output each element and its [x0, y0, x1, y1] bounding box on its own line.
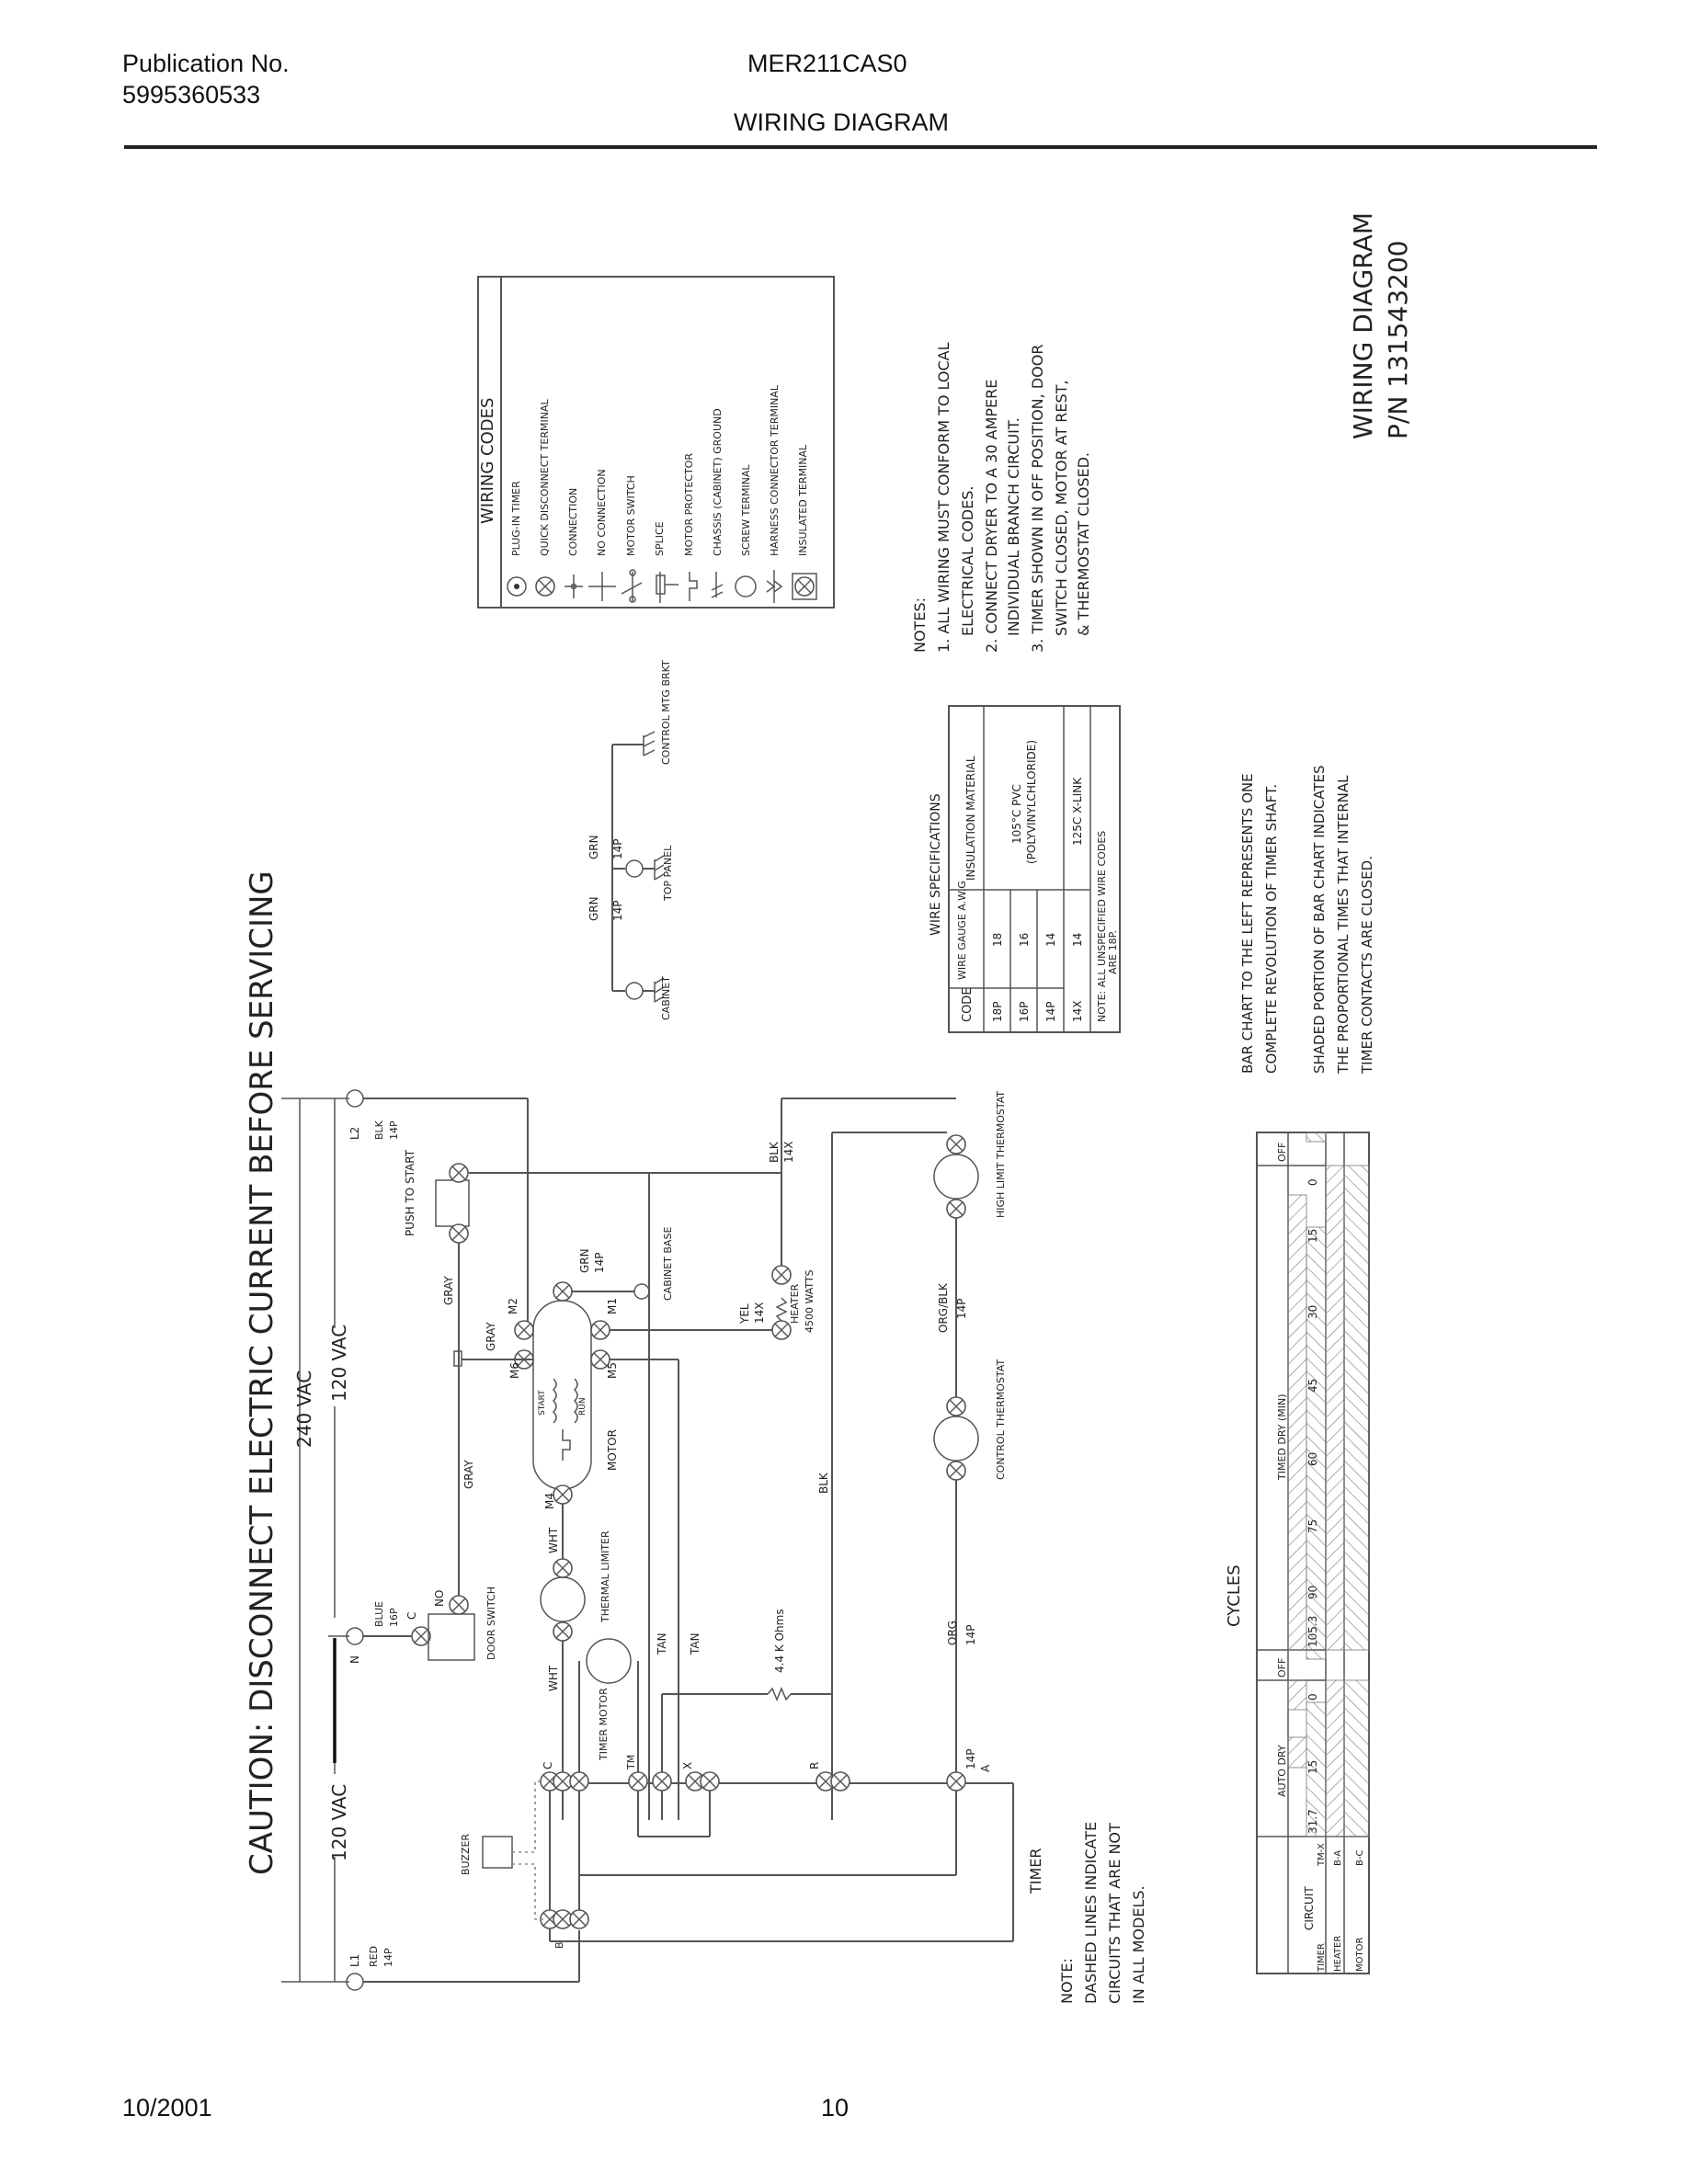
svg-text:R: R — [808, 1761, 821, 1769]
svg-text:DASHED LINES INDICATE: DASHED LINES INDICATE — [1082, 1821, 1100, 2004]
dashed-lines-note — [1058, 1822, 1147, 2004]
svg-text:L2: L2 — [348, 1126, 361, 1140]
svg-text:OFF: OFF — [1276, 1657, 1288, 1678]
quick-disconnect-terminal-icon — [536, 577, 554, 596]
svg-text:THERMAL LIMITER: THERMAL LIMITER — [599, 1530, 611, 1622]
svg-text:NO CONNECTION: NO CONNECTION — [596, 469, 608, 556]
svg-text:M6: M6 — [508, 1362, 521, 1379]
svg-text:CIRCUIT: CIRCUIT — [1303, 1886, 1316, 1930]
svg-text:PUSH TO START: PUSH TO START — [404, 1149, 416, 1236]
svg-text:CONNECTION: CONNECTION — [567, 487, 579, 556]
svg-text:HEATER: HEATER — [789, 1283, 801, 1324]
svg-text:COMPLETE REVOLUTION OF TIMER S: COMPLETE REVOLUTION OF TIMER SHAFT. — [1263, 783, 1280, 1074]
svg-text:X: X — [681, 1761, 694, 1769]
svg-text:SWITCH CLOSED, MOTOR AT REST,: SWITCH CLOSED, MOTOR AT REST, — [1053, 380, 1070, 636]
svg-text:14P: 14P — [955, 1298, 968, 1319]
wire-specifications-table — [929, 706, 1120, 1032]
bar-chart-notes — [1239, 765, 1375, 1075]
svg-text:START: START — [538, 1390, 547, 1416]
svg-text:INSULATED TERMINAL: INSULATED TERMINAL — [797, 444, 809, 556]
svg-text:OFF: OFF — [1276, 1142, 1288, 1162]
svg-text:TIMER MOTOR: TIMER MOTOR — [598, 1688, 610, 1760]
svg-text:14: 14 — [1071, 932, 1084, 947]
svg-text:TAN: TAN — [689, 1632, 701, 1655]
svg-text:GRN: GRN — [578, 1248, 591, 1273]
svg-text:TIMER: TIMER — [1317, 1943, 1327, 1972]
svg-text:14P: 14P — [593, 1252, 606, 1273]
svg-text:TIMER CONTACTS ARE CLOSED.: TIMER CONTACTS ARE CLOSED. — [1359, 856, 1375, 1074]
svg-text:2. CONNECT DRYER TO A 30 AMPER: 2. CONNECT DRYER TO A 30 AMPERE — [983, 379, 1000, 653]
svg-text:16P: 16P — [388, 1608, 400, 1627]
svg-text:NO: NO — [433, 1589, 446, 1607]
svg-text:14P: 14P — [611, 838, 624, 859]
model-number: MER211CAS0 — [747, 50, 907, 77]
schematic — [281, 1090, 1044, 1990]
svg-text:GRN: GRN — [587, 896, 600, 921]
section-title: WIRING DIAGRAM — [734, 108, 949, 136]
svg-text:SPLICE: SPLICE — [654, 521, 666, 556]
svg-text:14: 14 — [1044, 932, 1057, 947]
svg-text:14P: 14P — [964, 1624, 977, 1645]
diagram-title — [1348, 212, 1413, 439]
svg-text:14P: 14P — [388, 1120, 400, 1140]
svg-text:CABINET BASE: CABINET BASE — [662, 1226, 674, 1301]
svg-text:TOP PANEL: TOP PANEL — [662, 845, 674, 901]
svg-text:14P: 14P — [964, 1748, 977, 1769]
svg-text:SCREW TERMINAL: SCREW TERMINAL — [740, 464, 752, 556]
svg-text:120 VAC: 120 VAC — [328, 1324, 350, 1402]
svg-text:ORG: ORG — [946, 1620, 959, 1645]
svg-text:240 VAC: 240 VAC — [293, 1370, 315, 1448]
footer-date: 10/2001 — [122, 2094, 212, 2121]
page-number: 10 — [821, 2094, 850, 2121]
svg-text:14X: 14X — [753, 1302, 766, 1324]
svg-text:M1: M1 — [606, 1298, 619, 1314]
svg-text:B: B — [553, 1941, 565, 1949]
svg-text:16P: 16P — [1018, 1001, 1031, 1022]
svg-text:WIRE SPECIFICATIONS: WIRE SPECIFICATIONS — [929, 793, 943, 936]
svg-text:ARE 18P.: ARE 18P. — [1107, 929, 1119, 974]
publication-number: 5995360533 — [122, 81, 261, 108]
ground-circuit — [587, 660, 674, 1020]
svg-text:WHT: WHT — [547, 1527, 560, 1553]
svg-text:GRN: GRN — [587, 835, 600, 859]
svg-text:SHADED PORTION OF BAR CHART IN: SHADED PORTION OF BAR CHART INDICATES — [1311, 765, 1328, 1074]
svg-text:THE PROPORTIONAL TIMES THAT IN: THE PROPORTIONAL TIMES THAT INTERNAL — [1335, 775, 1352, 1074]
svg-text:YEL: YEL — [738, 1303, 751, 1324]
svg-text:CABINET: CABINET — [660, 976, 672, 1020]
svg-text:TAN: TAN — [656, 1632, 668, 1655]
svg-text:105°C PVC: 105°C PVC — [1010, 784, 1023, 844]
svg-text:RUN: RUN — [578, 1397, 587, 1416]
wiring-codes-title: WIRING CODES — [478, 397, 497, 524]
svg-text:M4: M4 — [543, 1493, 556, 1509]
svg-text:TIMER: TIMER — [1027, 1848, 1044, 1894]
svg-text:125C X-LINK: 125C X-LINK — [1071, 777, 1084, 846]
svg-text:AUTO DRY: AUTO DRY — [1276, 1745, 1288, 1797]
svg-text:GRAY: GRAY — [442, 1276, 455, 1305]
svg-text:C: C — [405, 1611, 418, 1620]
svg-text:CYCLES: CYCLES — [1225, 1564, 1244, 1627]
svg-text:TIMED DRY (MIN): TIMED DRY (MIN) — [1276, 1393, 1288, 1480]
publication-label: Publication No. — [122, 50, 290, 77]
svg-text:INSULATION MATERIAL: INSULATION MATERIAL — [964, 756, 977, 881]
svg-text:PLUG-IN TIMER: PLUG-IN TIMER — [510, 481, 522, 556]
svg-text:CIRCUITS THAT ARE NOT: CIRCUITS THAT ARE NOT — [1106, 1823, 1123, 2004]
svg-text:4500 WATTS: 4500 WATTS — [804, 1269, 815, 1333]
svg-text:N: N — [348, 1655, 361, 1664]
svg-text:14X: 14X — [782, 1141, 795, 1163]
svg-text:L1: L1 — [348, 1953, 361, 1967]
svg-text:QUICK DISCONNECT TERMINAL: QUICK DISCONNECT TERMINAL — [539, 399, 551, 556]
svg-text:RED: RED — [368, 1945, 380, 1967]
svg-text:ORG/BLK: ORG/BLK — [937, 1283, 950, 1333]
svg-text:BLK: BLK — [768, 1142, 781, 1163]
svg-text:14P: 14P — [382, 1948, 394, 1967]
svg-text:18: 18 — [991, 932, 1004, 947]
svg-text:GRAY: GRAY — [462, 1460, 475, 1489]
svg-text:BAR CHART TO THE LEFT REPRESEN: BAR CHART TO THE LEFT REPRESENTS ONE — [1239, 773, 1256, 1074]
svg-text:14X: 14X — [1071, 1000, 1084, 1022]
svg-text:CODE: CODE — [961, 987, 975, 1022]
svg-text:0: 0 — [1306, 1693, 1319, 1701]
svg-text:M5: M5 — [606, 1362, 619, 1379]
svg-text:TM-X: TM-X — [1317, 1843, 1327, 1866]
svg-text:CONTROL THERMOSTAT: CONTROL THERMOSTAT — [995, 1359, 1007, 1480]
svg-text:4.4 K Ohms: 4.4 K Ohms — [773, 1609, 786, 1673]
svg-text:14P: 14P — [611, 900, 624, 921]
svg-text:B-A: B-A — [1333, 1849, 1343, 1866]
svg-text:MOTOR: MOTOR — [1355, 1937, 1365, 1972]
svg-text:IN ALL MODELS.: IN ALL MODELS. — [1130, 1885, 1147, 2004]
svg-text:A: A — [979, 1764, 992, 1772]
svg-text:BLUE: BLUE — [373, 1600, 385, 1627]
svg-text:B-C: B-C — [1355, 1849, 1365, 1866]
svg-text:BLK: BLK — [817, 1473, 830, 1494]
svg-text:NOTES:: NOTES: — [911, 597, 929, 653]
svg-text:BUZZER: BUZZER — [460, 1833, 472, 1875]
svg-text:MOTOR SWITCH: MOTOR SWITCH — [625, 475, 637, 556]
svg-text:WIRING DIAGRAM: WIRING DIAGRAM — [1348, 211, 1378, 439]
svg-text:14P: 14P — [1044, 1001, 1057, 1022]
chassis-ground-icon — [644, 732, 655, 756]
svg-text:120 VAC: 120 VAC — [328, 1783, 350, 1861]
svg-text:WIRE GAUGE A.W.G: WIRE GAUGE A.W.G — [956, 881, 968, 980]
svg-text:M2: M2 — [507, 1298, 519, 1314]
svg-text:18P: 18P — [991, 1001, 1004, 1022]
svg-text:DOOR SWITCH: DOOR SWITCH — [485, 1586, 497, 1660]
svg-text:3. TIMER SHOWN IN OFF POSITION: 3. TIMER SHOWN IN OFF POSITION, DOOR — [1029, 344, 1046, 653]
svg-text:HARNESS CONNECTOR TERMINAL: HARNESS CONNECTOR TERMINAL — [769, 385, 781, 556]
svg-text:CHASSIS (CABINET) GROUND: CHASSIS (CABINET) GROUND — [712, 408, 724, 556]
svg-text:NOTE: ALL UNSPECIFIED WIRE COD: NOTE: ALL UNSPECIFIED WIRE CODES — [1096, 830, 1108, 1022]
svg-text:WHT: WHT — [547, 1665, 560, 1691]
svg-text:BLK: BLK — [373, 1120, 385, 1140]
svg-text:& THERMOSTAT CLOSED.: & THERMOSTAT CLOSED. — [1075, 451, 1092, 636]
svg-text:P/N 131543200: P/N 131543200 — [1383, 240, 1413, 439]
svg-text:NOTE:: NOTE: — [1058, 1958, 1076, 2004]
svg-text:16: 16 — [1018, 932, 1031, 947]
svg-text:INDIVIDUAL BRANCH CIRCUIT.: INDIVIDUAL BRANCH CIRCUIT. — [1005, 417, 1022, 636]
svg-text:GRAY: GRAY — [485, 1322, 497, 1351]
svg-text:MOTOR: MOTOR — [606, 1429, 619, 1471]
svg-text:MOTOR PROTECTOR: MOTOR PROTECTOR — [683, 453, 695, 556]
svg-text:HEATER: HEATER — [1333, 1935, 1343, 1972]
svg-text:0: 0 — [1306, 1178, 1319, 1186]
svg-text:HIGH LIMIT THERMOSTAT: HIGH LIMIT THERMOSTAT — [995, 1090, 1007, 1218]
svg-text:(POLYVINYLCHLORIDE): (POLYVINYLCHLORIDE) — [1025, 739, 1038, 864]
wiring-codes-legend — [478, 277, 834, 608]
cycles-chart — [1225, 1132, 1369, 1974]
svg-text:CONTROL MTG BRKT: CONTROL MTG BRKT — [660, 660, 672, 765]
svg-text:ELECTRICAL CODES.: ELECTRICAL CODES. — [959, 485, 976, 636]
notes — [911, 342, 1092, 653]
caution-text: CAUTION: DISCONNECT ELECTRIC CURRENT BEFORE SERVICING — [244, 870, 280, 1875]
svg-text:C: C — [542, 1761, 554, 1769]
svg-text:TM: TM — [625, 1754, 637, 1769]
svg-text:1. ALL WIRING MUST CONFORM TO: 1. ALL WIRING MUST CONFORM TO LOCAL — [935, 342, 952, 653]
